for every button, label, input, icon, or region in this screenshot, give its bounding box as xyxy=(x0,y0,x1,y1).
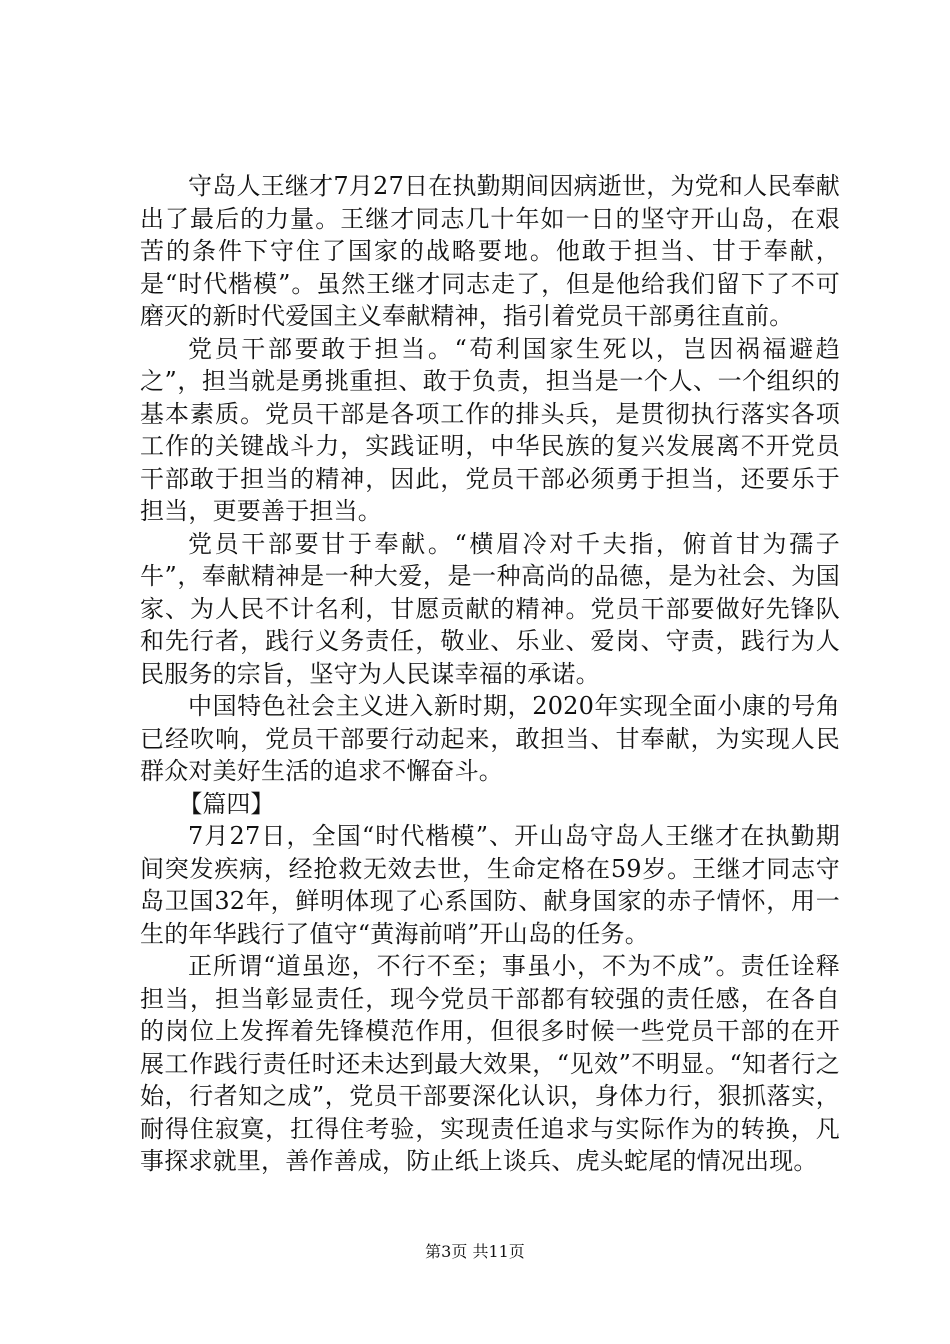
paragraph: 党员干部要甘于奉献。“横眉冷对千夫指，俯首甘为孺子牛”，奉献精神是一种大爱，是一种高尚的品德，是为社会、为国家、为人民不计名利，甘愿贡献的精神。党员干部要做好先锋队和先行者，践行义务责任，敬业、乐业、爱岗、守责，践行为人民服务的宗旨，坚守为人民谋幸福的承诺。 xyxy=(140,529,840,688)
paragraph: 党员干部要敢于担当。“苟利国家生死以，岂因祸福避趋之”，担当就是勇挑重担、敢于负责，担当是一个人、一个组织的基本素质。党员干部是各项工作的排头兵，是贯彻执行落实各项工作的关键战斗力，实践证明，中华民族的复兴发展离不开党员干部敢于担当的精神，因此，党员干部必须勇于担当，还要乐于担当，更要善于担当。 xyxy=(140,334,840,525)
paragraph: 7月27日，全国“时代楷模”、开山岛守岛人王继才在执勤期间突发疾病，经抢救无效去世，生命定格在59岁。王继才同志守岛卫国32年，鲜明体现了心系国防、献身国家的赤子情怀，用一生的年华践行了值守“黄海前哨”开山岛的任务。 xyxy=(140,822,840,948)
section-heading: 【篇四】 xyxy=(178,789,275,818)
document-body xyxy=(140,170,840,1178)
paragraph: 守岛人王继才7月27日在执勤期间因病逝世，为党和人民奉献出了最后的力量。王继才同志几十年如一日的坚守开山岛，在艰苦的条件下守住了国家的战略要地。他敢于担当、甘于奉献，是“时代楷模”。虽然王继才同志走了，但是他给我们留下了不可磨灭的新时代爱国主义奉献精神，指引着党员干部勇往直前。 xyxy=(140,172,840,330)
page-number-footer: 第3页 共11页 xyxy=(425,1242,525,1261)
paragraph: 中国特色社会主义进入新时期，2020年实现全面小康的号角已经吹响，党员干部要行动起来，敢担当、甘奉献，为实现人民群众对美好生活的追求不懈奋斗。 xyxy=(140,692,840,785)
paragraph: 正所谓“道虽迩，不行不至；事虽小，不为不成”。责任诠释担当，担当彰显责任，现今党员干部都有较强的责任感，在各自的岗位上发挥着先锋模范作用，但很多时候一些党员干部的在开展工作践行责任时还未达到最大效果，“见效”不明显。“知者行之始，行者知之成”，党员干部要深化认识，身体力行，狠抓落实，耐得住寂寞，扛得住考验，实现责任追求与实际作为的转换，凡事探求就里，善作善成，防止纸上谈兵、虎头蛇尾的情况出现。 xyxy=(140,952,840,1175)
